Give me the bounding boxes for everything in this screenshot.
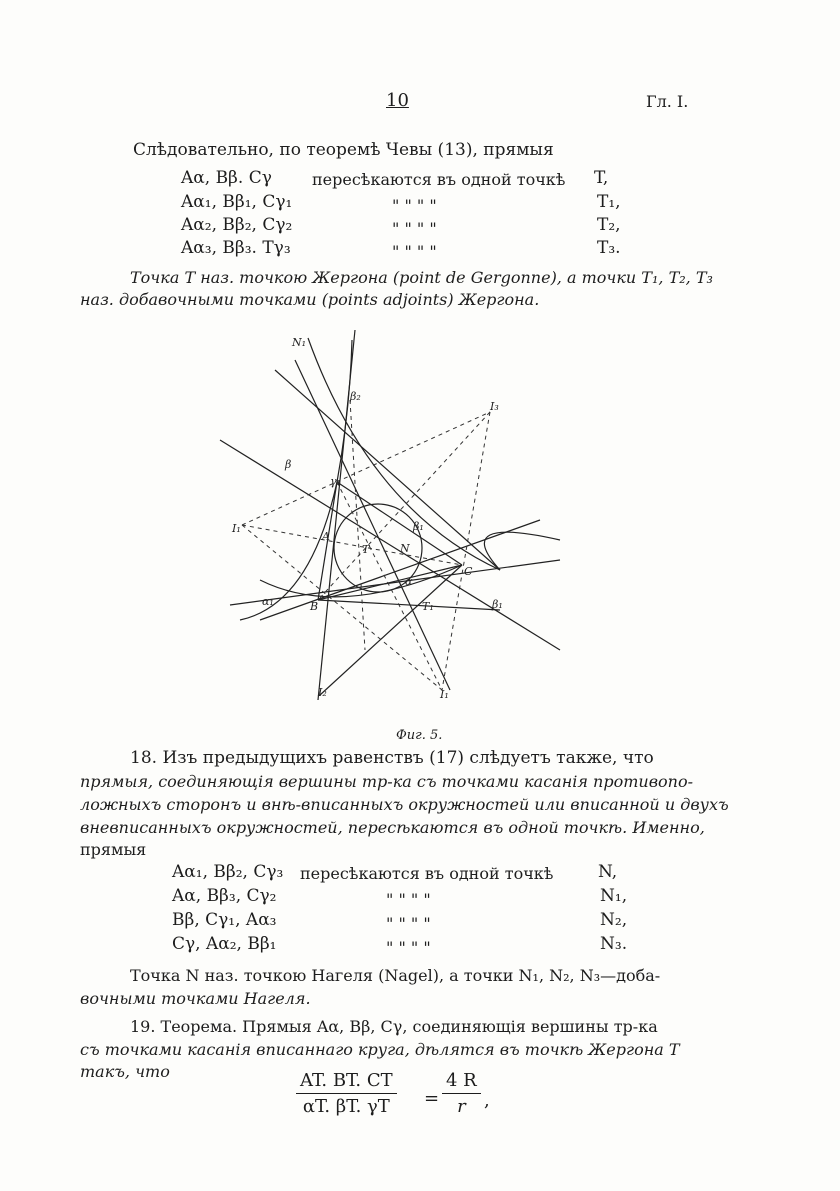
formula-equals: = xyxy=(424,1088,440,1109)
figure-5 xyxy=(200,320,640,710)
cevian-row-lines: Aα₁, Bβ₂, Cγ₃ xyxy=(172,862,284,882)
cevian-row-text: пересѣкаются въ одной точкѣ xyxy=(312,170,566,189)
line-1 xyxy=(275,370,500,570)
fig-label-n: N xyxy=(400,542,410,555)
fig-label-i3: I₃ xyxy=(490,400,499,413)
line-5 xyxy=(230,560,560,605)
fig-label-beta2: β₂ xyxy=(350,390,361,403)
cevian-row-lines: Aα₂, Bβ₂, Cγ₂ xyxy=(181,215,293,235)
cevian-row-point: T₁, xyxy=(597,192,621,212)
para18-line-2: прямыя, соединяющія вершины тр-ка съ точками касанія противопо- xyxy=(80,772,693,791)
cevian-row-text: " " " " xyxy=(386,890,431,909)
fig-label-beta1b: β₁ xyxy=(492,598,503,611)
cevian-row-lines: Bβ, Cγ₁, Aα₃ xyxy=(172,910,277,930)
gergonne-text-2: наз. добавочными точками (points adjoints) Жергона. xyxy=(80,290,540,309)
fig-label-alpha1: α₁ xyxy=(262,595,274,608)
cevian-row-text: " " " " xyxy=(392,219,437,238)
cevian-row-point: N, xyxy=(598,862,618,882)
cevian-row-point: T₂, xyxy=(597,215,621,235)
para18-line-5: прямыя xyxy=(80,840,147,859)
fig-label-a: A xyxy=(322,530,330,543)
cevian-row-text: пересѣкаются въ одной точкѣ xyxy=(300,864,554,883)
para19-line-2: съ точками касанія вписаннаго круга, дѣлятся въ точкѣ Жергона T xyxy=(80,1040,680,1059)
line-3 xyxy=(295,360,450,690)
fig-label-i1: I₁ xyxy=(232,522,241,535)
cevian-row-text: " " " " xyxy=(386,938,431,957)
cevian-row-lines: Aα₃, Bβ₃. Tγ₃ xyxy=(181,238,291,258)
para18-line-4: вневписанныхъ окружностей, пересѣкаются въ одной точкѣ. Именно, xyxy=(80,818,705,837)
formula-rhs-denominator: r xyxy=(457,1096,466,1117)
cevian-row-point: N₂, xyxy=(600,910,628,930)
cevian-row-point: N₃. xyxy=(600,934,628,954)
chapter-label: Гл. I. xyxy=(646,92,689,111)
fig-label-alpha: α xyxy=(405,575,413,588)
fig-label-t: T xyxy=(362,543,370,556)
dashed-i1-i3 xyxy=(242,412,490,525)
para18-line-1: 18. Изъ предыдущихъ равенствъ (17) слѣдуетъ также, что xyxy=(130,748,654,768)
fig-label-c: C xyxy=(464,565,473,578)
fig-label-i2: I₂ xyxy=(318,686,327,699)
cevian-row-lines: Aα₁, Bβ₁, Cγ₁ xyxy=(181,192,293,212)
nagel-text-1: Точка N наз. точкою Нагеля (Nagel), а точки N₁, N₂, N₃—добa- xyxy=(130,966,661,985)
formula-rhs-numerator: 4 R xyxy=(442,1070,481,1094)
cevian-row-lines: Aα, Bβ. Cγ xyxy=(181,168,272,188)
line-8 xyxy=(320,565,462,695)
para19-line-3: такъ, что xyxy=(80,1062,170,1081)
formula-lhs-numerator: AT. BT. CT xyxy=(296,1070,397,1094)
intro-text: Слѣдовательно, по теоремѣ Чевы (13), прямыя xyxy=(133,140,554,160)
arc-2 xyxy=(484,532,560,570)
cevian-row-lines: Cγ, Aα₂, Bβ₁ xyxy=(172,934,277,954)
para18-line-3: ложныхъ сторонъ и внѣ-вписанныхъ окружностей или вписанной и двухъ xyxy=(80,795,729,814)
para19-line-1: 19. Теорема. Прямыя Aα, Bβ, Cγ, соединяющія вершины тр-ка xyxy=(130,1017,658,1036)
cevian-row-text: " " " " xyxy=(386,914,431,933)
dashed-a xyxy=(242,525,462,565)
fig-label-beta1: β₁ xyxy=(413,520,424,533)
cevian-row-text: " " " " xyxy=(392,242,437,261)
formula-rhs xyxy=(442,1070,481,1117)
fig-label-t1: T₁ xyxy=(422,600,434,613)
cevian-row-point: T₃. xyxy=(597,238,621,258)
fig-label-n1: N₁ xyxy=(292,336,307,349)
gergonne-text-1: Точка T наз. точкою Жергона (point de Gergonne), а точки T₁, T₂, T₃ xyxy=(130,268,713,287)
formula-lhs-denominator: αT. βT. γT xyxy=(302,1096,390,1117)
fig-label-i1b: I₁ xyxy=(440,688,449,701)
fig-label-beta: β xyxy=(285,458,292,471)
cevian-row-point: T, xyxy=(594,168,609,188)
cevian-row-lines: Aα, Bβ₃, Cγ₂ xyxy=(172,886,277,906)
cevian-row-point: N₁, xyxy=(600,886,628,906)
cevian-row-text: " " " " xyxy=(392,196,437,215)
arc-1 xyxy=(308,338,500,570)
formula-lhs xyxy=(296,1070,397,1117)
fig-label-b: B xyxy=(310,600,319,613)
nagel-text-2: вочными точками Нагеля. xyxy=(80,989,311,1008)
formula-tail: , xyxy=(484,1090,490,1111)
figure-caption: Фиг. 5. xyxy=(396,728,443,743)
dashed-b xyxy=(337,482,442,690)
fig-label-gamma1: γ₁ xyxy=(330,475,341,488)
page-number: 10 xyxy=(386,90,409,111)
